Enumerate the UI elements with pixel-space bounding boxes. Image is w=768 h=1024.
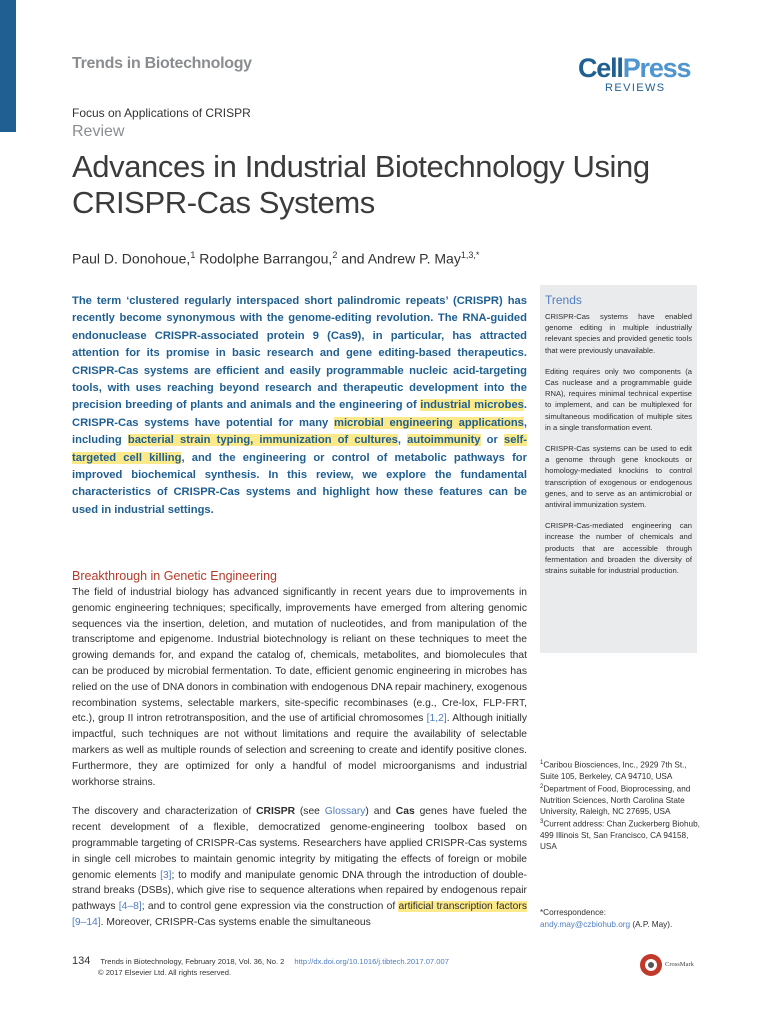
article-title: Advances in Industrial Biotechnology Using CRISPR-Cas Systems xyxy=(72,149,650,220)
abstract-text: , including xyxy=(72,416,528,447)
term-crispr: CRISPR xyxy=(256,806,295,818)
correspondence-label: *Correspondence: xyxy=(540,908,606,917)
affiliations xyxy=(540,758,700,852)
highlight-microbial-engineering[interactable]: microbial engineering applications xyxy=(334,416,524,429)
paragraph-text: . Moreover, CRISPR-Cas systems enable the simultaneous xyxy=(100,916,371,928)
citation-link[interactable]: [4–8] xyxy=(118,901,142,913)
citation-link[interactable]: [3] xyxy=(160,869,172,881)
author-1-affil: 1 xyxy=(190,250,196,260)
affiliation-text: Current address: Chan Zuckerberg Biohub, 499 Illinois St, San Francisco, CA 94158, USA xyxy=(540,819,700,851)
abstract-text: , xyxy=(397,434,408,447)
correspondence-name: (A.P. May). xyxy=(630,920,673,930)
focus-label: Focus on Applications of CRISPR xyxy=(72,106,251,120)
doi-link[interactable]: http://dx.doi.org/10.1016/j.tibtech.2017.07.007 xyxy=(294,957,449,966)
page-footer xyxy=(72,956,449,978)
paragraph-text: . Although initially impactful, such techniques are not without limitations and require the availability of selectable markers as well as multiple rounds of selection and screening to create and identify positive clones. Furthermore, they are optimized for only a handful of model microorganisms and industrial workhorse strains. xyxy=(72,713,527,788)
brand-color-bar xyxy=(0,0,16,132)
body-text xyxy=(72,585,527,945)
cellpress-logo xyxy=(578,54,696,98)
affiliation-number: 2 xyxy=(540,783,544,790)
abstract-text: or xyxy=(480,434,504,447)
affiliation-text: Department of Food, Bioprocessing, and Nutrition Sciences, North Carolina State University, Raleigh, NC 27695, USA xyxy=(540,784,691,816)
highlight-industrial-microbes[interactable]: industrial microbes xyxy=(420,399,524,412)
page-number: 134 xyxy=(72,955,91,967)
highlight-autoimmunity[interactable]: autoimmunity xyxy=(407,434,481,447)
affiliation-number: 3 xyxy=(540,818,544,825)
affiliation-text: Caribou Biosciences, Inc., 2929 7th St., Suite 105, Berkeley, CA 94710, USA xyxy=(540,760,687,781)
logo-cell: Cell xyxy=(578,53,623,83)
author-3: and Andrew P. May xyxy=(337,250,461,267)
crossmark-label: CrossMark xyxy=(665,961,694,968)
article-type: Review xyxy=(72,123,125,140)
highlight-strain-typing[interactable]: bacterial strain typing, immunization of cultures xyxy=(127,434,398,447)
trends-box xyxy=(540,285,697,653)
term-cas: Cas xyxy=(395,806,415,818)
paragraph-text: The discovery and characterization of xyxy=(72,806,257,818)
paragraph-1 xyxy=(72,585,527,790)
affiliation-number: 1 xyxy=(540,760,544,766)
crossmark-icon xyxy=(640,954,662,976)
correspondence xyxy=(540,907,705,932)
paragraph-text: (see xyxy=(295,806,325,818)
affiliation-1 xyxy=(540,758,700,782)
trends-item: CRISPR-Cas systems can be used to edit a genome through gene knockouts or homology-mediated knockins to control transcription of exogenous or endogenous genes, and to serve as an antimicrobial or antiviral immunization system. xyxy=(545,444,692,510)
logo-reviews: REVIEWS xyxy=(605,82,666,94)
paragraph-text: genes have fueled the recent development of a flexible, democratized genome-engineering toolbox based on programmable targeting of CRISPR-Cas systems. Researchers have applied CRISPR-Cas systems in single cell microbes to maintain genomic integrity by mitigating the effects of foreign or mobile genomic elements xyxy=(72,806,527,881)
paragraph-text: ; and to control gene expression via the construction of xyxy=(141,901,399,913)
abstract-text: . CRISPR-Cas systems have potential for many xyxy=(72,399,527,429)
trends-item: Editing requires only two components (a Cas nuclease and a programmable guide RNA), requires minimal technical expertise to implement, and can be multiplexed for simultaneous modification of multiple sites in a single transformation event. xyxy=(545,366,692,432)
trends-heading: Trends xyxy=(545,293,582,307)
crossmark-badge[interactable] xyxy=(640,954,700,978)
affiliation-2 xyxy=(540,782,700,817)
paragraph-2 xyxy=(72,804,527,930)
author-3-affil: 1,3,* xyxy=(460,250,480,260)
trends-item: CRISPR-Cas systems have enabled genome editing in multiple industrially relevant species and provided genetic tools that were previously unavailable. xyxy=(545,312,692,355)
author-list xyxy=(72,250,479,267)
abstract-text: , and the engineering or control of metabolic pathways for improved biochemical synthesis. In this review, we explore the fundamental characteristics of CRISPR-Cas systems and highlight how these features can be used in industrial settings. xyxy=(72,451,527,516)
paragraph-text: The field of industrial biology has advanced significantly in recent years due to improvements in genomic engineering techniques; specifically, improvements have emerged from altering genomic sequences via the insertion, deletion, and mutation of nucleotides, and from manipulation of the transcriptome and epigenome. Industrial biotechnology is reliant on these techniques to meet the growing demands for, and expand the catalog of, chemicals, metabolites, and biomolecules that can be produced by microbial fermentation. To date, efficient genomic engineering in microbes has relied on the use of DNA donors in combination with endogenous DNA repair machinery, exogenous recombination systems, selectable markers, site-specific recombinases (e.g., Cre-lox, FLP-FRT, etc.), group II intron retrotransposition, and the use of artificial chromosomes xyxy=(72,587,527,725)
trends-item: CRISPR-Cas-mediated engineering can increase the number of chemicals and products that are accessible through fermentation and broaden the diversity of strains suitable for industrial production. xyxy=(545,521,692,576)
paragraph-text: ; to modify and manipulate genomic DNA through the introduction of double-strand breaks (DSBs), which give rise to sequence alterations when repaired by endogenous repair pathways xyxy=(72,869,527,913)
citation-link[interactable]: [9–14] xyxy=(72,916,101,928)
journal-name: Trends in Biotechnology xyxy=(72,55,252,72)
paragraph-text: ) and xyxy=(365,806,396,818)
highlight-cell-killing[interactable]: self-targeted cell killing xyxy=(72,434,528,464)
highlight-transcription-factors[interactable]: artificial transcription factors xyxy=(398,901,527,913)
author-2-affil: 2 xyxy=(332,250,338,260)
author-1: Paul D. Donohoue, xyxy=(72,250,191,267)
copyright: © 2017 Elsevier Ltd. All rights reserved. xyxy=(98,968,232,977)
section-heading: Breakthrough in Genetic Engineering xyxy=(72,569,277,583)
affiliation-3 xyxy=(540,817,700,852)
glossary-link[interactable]: Glossary xyxy=(324,806,366,818)
citation-link[interactable]: [1,2] xyxy=(426,713,447,725)
abstract-text: The term ‘clustered regularly interspaced short palindromic repeats’ (CRISPR) has recently become synonymous with the genome-editing revolution. The RNA-guided endonuclease CRISPR-associated protein 9 (Cas9), in particular, has attracted attention for its promise in basic research and gene editing-based therapeutics. CRISPR-Cas systems are efficient and easily programmable nucleic acid-targeting tools, with uses reaching beyond research and therapeutic development into the precision breeding of plants and animals and the engineering of xyxy=(72,295,527,412)
footer-citation: Trends in Biotechnology, February 2018, Vol. 36, No. 2 xyxy=(100,957,285,966)
author-2: Rodolphe Barrangou, xyxy=(195,250,333,267)
correspondence-email[interactable]: andy.may@czbiohub.org xyxy=(540,920,631,930)
logo-press: Press xyxy=(622,53,691,83)
abstract xyxy=(72,293,527,519)
